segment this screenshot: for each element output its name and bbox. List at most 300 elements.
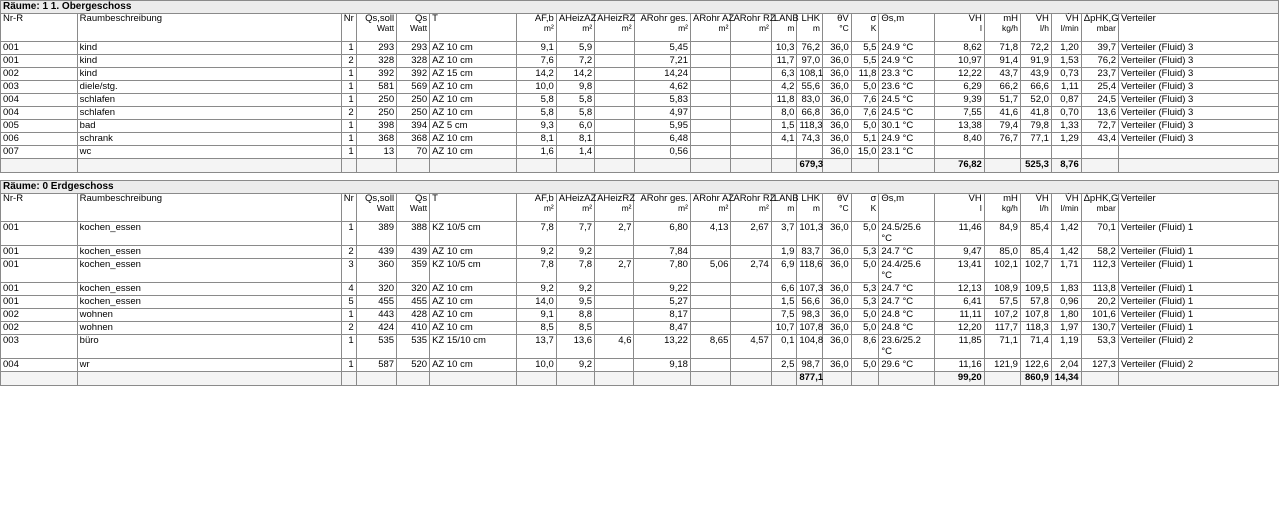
column-header-unit: Watt (376, 22, 395, 33)
column-header-label: σ (870, 193, 877, 204)
table-cell (595, 283, 634, 296)
column-header-label: Nr (343, 13, 354, 24)
column-header-unit: m (787, 22, 795, 33)
table-cell: 101,3 (797, 222, 823, 246)
table-cell (690, 68, 730, 81)
table-cell: 2 (341, 322, 356, 335)
totals-empty-cell (731, 372, 771, 386)
table-cell (731, 359, 771, 372)
totals-empty-cell (356, 372, 396, 386)
table-cell: 12,22 (934, 68, 984, 81)
column-header-unit: m² (758, 22, 769, 33)
table-cell: 569 (397, 81, 430, 94)
column-header (690, 193, 735, 222)
table-cell: 29.6 °C (879, 359, 934, 372)
table-cell: 520 (397, 359, 430, 372)
table-cell: 85,4 (1020, 222, 1051, 246)
column-header (517, 14, 556, 42)
table-cell: 57,8 (1020, 296, 1051, 309)
table-cell: 5,45 (634, 42, 690, 55)
section-spacer (0, 173, 1280, 180)
column-header-label: V̇H (1035, 193, 1049, 204)
table-cell: 23.6/25.2 °C (879, 335, 934, 359)
table-cell: 25,4 (1081, 81, 1118, 94)
column-header-unit: m² (582, 22, 593, 33)
table-cell: Verteiler (Fluid) 3 (1119, 133, 1279, 146)
table-cell: 79,8 (1021, 120, 1052, 133)
table-cell: 535 (356, 335, 396, 359)
table-cell: 66,6 (1021, 81, 1052, 94)
table-cell: 0,56 (634, 146, 690, 159)
table-cell: 36,0 (822, 309, 851, 322)
table-cell: 8,62 (934, 42, 984, 55)
column-header (430, 194, 517, 222)
totals-empty-cell (731, 159, 771, 173)
totals-empty-cell (771, 372, 797, 386)
column-header-label: ARohr RZ (733, 193, 776, 204)
table-cell: 121,9 (984, 359, 1020, 372)
column-header-unit: m² (543, 22, 554, 33)
table-cell: 439 (356, 246, 396, 259)
column-header (1020, 194, 1051, 222)
table-cell: 4,13 (690, 222, 730, 246)
table-cell: Verteiler (Fluid) 3 (1119, 55, 1279, 68)
column-header (984, 194, 1020, 222)
table-cell: 394 (397, 120, 430, 133)
table-cell: 1,71 (1051, 259, 1081, 283)
column-header (634, 194, 690, 222)
table-cell (690, 146, 730, 159)
table-row (1, 322, 1279, 335)
totals-empty-cell (851, 372, 879, 386)
table-cell: 1,6 (517, 146, 556, 159)
column-header (1, 14, 78, 42)
table-cell: 7,8 (517, 222, 556, 246)
totals-empty-cell (634, 159, 690, 173)
table-cell: 1 (341, 146, 356, 159)
table-cell: 6,48 (634, 133, 690, 146)
table-cell: 9,47 (934, 246, 984, 259)
table-cell: 11,8 (851, 68, 879, 81)
table-cell: 0,73 (1051, 68, 1081, 81)
table-cell: 5,1 (851, 133, 879, 146)
table-cell: AZ 10 cm (430, 246, 517, 259)
table-cell: 24.9 °C (879, 55, 934, 68)
table-cell (595, 42, 634, 55)
column-header (797, 14, 823, 42)
table-cell: schlafen (77, 94, 341, 107)
table-cell: 1 (341, 309, 356, 322)
table-cell: 006 (1, 133, 78, 146)
table-cell: 9,1 (517, 309, 556, 322)
table-row (1, 120, 1279, 133)
table-cell: AZ 10 cm (430, 296, 517, 309)
table-cell: 360 (356, 259, 396, 283)
table-cell (690, 55, 730, 68)
table-cell: wohnen (77, 309, 341, 322)
table-cell: 108,9 (984, 283, 1020, 296)
column-header-label: ARohr ges. (640, 13, 688, 24)
table-cell: 2,04 (1051, 359, 1081, 372)
column-header (731, 13, 776, 42)
table-cell: 1,11 (1051, 81, 1081, 94)
column-header (1051, 194, 1081, 222)
column-header-unit: °C (839, 202, 849, 213)
table-cell: 8,1 (517, 133, 556, 146)
table-cell: Verteiler (Fluid) 3 (1119, 68, 1279, 81)
table-cell: 392 (397, 68, 430, 81)
table-cell: 4,97 (634, 107, 690, 120)
table-cell: 0,1 (771, 335, 797, 359)
table-cell (595, 81, 634, 94)
table-cell: 97,0 (797, 55, 823, 68)
table-cell (595, 68, 634, 81)
column-header-label: AHeizRZ (597, 193, 636, 204)
table-cell: 23.6 °C (879, 81, 934, 94)
table-cell: 41,8 (1021, 107, 1052, 120)
table-cell: 1,33 (1051, 120, 1081, 133)
table-cell: Verteiler (Fluid) 1 (1118, 259, 1278, 283)
table-cell: 3,7 (771, 222, 797, 246)
table-cell: 36,0 (822, 94, 851, 107)
table-cell: 7,6 (851, 94, 879, 107)
table-cell: 1 (341, 68, 356, 81)
table-cell: 1,53 (1051, 55, 1081, 68)
table-cell (731, 133, 771, 146)
table-cell: 8,5 (556, 322, 594, 335)
table-cell: 24.9 °C (879, 42, 934, 55)
table-cell: Verteiler (Fluid) 3 (1119, 81, 1279, 94)
table-cell: kochen_essen (77, 222, 341, 246)
table-cell: 74,3 (797, 133, 823, 146)
table-cell: AZ 10 cm (430, 322, 517, 335)
table-cell: 388 (397, 222, 430, 246)
table-cell: 13 (356, 146, 396, 159)
table-cell: bad (77, 120, 341, 133)
table-cell: 4,62 (634, 81, 690, 94)
table-cell: 389 (356, 222, 396, 246)
table-cell: 24.8 °C (879, 322, 934, 335)
table-cell (1051, 146, 1081, 159)
table-cell: 328 (356, 55, 396, 68)
column-header (356, 194, 396, 222)
table-cell: 001 (1, 42, 78, 55)
table-cell: 1 (341, 81, 356, 94)
table-cell (690, 246, 730, 259)
column-header (1081, 14, 1118, 42)
section-table (0, 180, 1279, 386)
table-cell: 11,16 (934, 359, 984, 372)
section-title: Räume: 1 1. Obergeschoss (1, 1, 1279, 14)
column-header-label: AHeizRZ (597, 13, 636, 24)
table-cell: 5,8 (556, 107, 594, 120)
table-cell: 24.7 °C (879, 246, 934, 259)
column-header-label: LANB (773, 193, 799, 204)
table-cell: 5,0 (851, 359, 879, 372)
table-cell: 20,2 (1081, 296, 1118, 309)
column-header-label: V̇H (1065, 193, 1079, 204)
table-cell: 7,2 (556, 55, 594, 68)
table-cell: 36,0 (822, 322, 851, 335)
table-cell: 83,0 (797, 94, 823, 107)
table-cell: 250 (397, 94, 430, 107)
totals-empty-cell (1118, 372, 1278, 386)
column-header-unit: m (812, 22, 820, 33)
table-cell: kochen_essen (77, 296, 341, 309)
column-header-label: T (432, 193, 438, 204)
table-row (1, 68, 1279, 81)
table-cell: Verteiler (Fluid) 1 (1118, 222, 1278, 246)
table-cell: AZ 10 cm (430, 81, 517, 94)
column-header-unit: K (870, 22, 877, 33)
table-cell: 1,9 (771, 246, 797, 259)
table-cell: 13,6 (1081, 107, 1118, 120)
table-cell (1119, 146, 1279, 159)
column-header (77, 14, 341, 42)
table-cell: 293 (356, 42, 396, 55)
column-header-label: Θs,m (881, 13, 905, 24)
column-header-label: AHeizAZ (558, 13, 597, 24)
table-cell (595, 107, 634, 120)
table-cell: 0,96 (1051, 296, 1081, 309)
table-cell: 102,1 (984, 259, 1020, 283)
table-cell (1081, 146, 1118, 159)
table-cell: Verteiler (Fluid) 3 (1119, 42, 1279, 55)
table-cell: 113,8 (1081, 283, 1118, 296)
table-cell: 001 (1, 296, 78, 309)
table-cell: 98,3 (797, 309, 823, 322)
table-cell: 15,0 (851, 146, 879, 159)
table-cell: 8,47 (634, 322, 690, 335)
column-header (1118, 194, 1278, 222)
table-cell: 8,17 (634, 309, 690, 322)
table-cell: 3 (341, 259, 356, 283)
table-cell: 36,0 (822, 146, 851, 159)
column-header-label: AF,b (534, 193, 554, 204)
table-cell: KZ 10/5 cm (430, 259, 517, 283)
table-row (1, 246, 1279, 259)
table-cell (595, 55, 634, 68)
column-header (595, 194, 634, 222)
table-cell (595, 246, 634, 259)
table-cell: 5,95 (634, 120, 690, 133)
column-header-unit: m² (621, 202, 632, 213)
column-header (634, 14, 690, 42)
column-header-unit: °C (839, 22, 849, 33)
table-cell: KZ 10/5 cm (430, 222, 517, 246)
column-header-label: T (432, 13, 438, 24)
table-cell: 1 (341, 94, 356, 107)
table-cell: 107,8 (1020, 309, 1051, 322)
table-cell (690, 133, 730, 146)
table-cell: 1,83 (1051, 283, 1081, 296)
column-header-label: V̇H (1065, 13, 1079, 24)
table-cell: 9,2 (517, 283, 556, 296)
table-cell (731, 81, 771, 94)
table-cell: 53,3 (1081, 335, 1118, 359)
table-cell (690, 42, 730, 55)
table-cell: AZ 15 cm (430, 68, 517, 81)
table-cell: 428 (397, 309, 430, 322)
table-cell: 293 (397, 42, 430, 55)
table-cell: 8,0 (771, 107, 797, 120)
table-cell: 36,0 (822, 222, 851, 246)
table-cell: 5,0 (851, 259, 879, 283)
table-cell: 7,7 (556, 222, 594, 246)
table-row (1, 81, 1279, 94)
table-cell (731, 146, 771, 159)
column-header (851, 14, 879, 42)
table-cell: 1,5 (771, 296, 797, 309)
table-cell: 005 (1, 120, 78, 133)
table-cell: 0,70 (1051, 107, 1081, 120)
table-cell: 76,2 (797, 42, 823, 55)
totals-empty-cell (397, 159, 430, 173)
table-cell: 8,40 (934, 133, 984, 146)
totals-empty-cell (879, 159, 934, 173)
column-header (851, 194, 879, 222)
table-cell: 001 (1, 259, 78, 283)
table-row (1, 107, 1279, 120)
table-row (1, 222, 1279, 246)
table-cell: 5 (341, 296, 356, 309)
table-cell: 36,0 (822, 133, 851, 146)
table-cell: 10,0 (517, 81, 556, 94)
table-cell (595, 322, 634, 335)
column-header-label: Qs (414, 193, 428, 204)
table-cell: kind (77, 68, 341, 81)
column-header-unit: l/h (1039, 22, 1049, 33)
totals-empty-cell (1081, 159, 1118, 173)
table-cell: 107,2 (984, 309, 1020, 322)
table-cell: 43,7 (984, 68, 1020, 81)
totals-empty-cell (341, 159, 356, 173)
table-cell: 6,9 (771, 259, 797, 283)
column-header-unit: m² (678, 22, 688, 33)
column-header (1119, 14, 1279, 42)
table-cell: 52,0 (1021, 94, 1052, 107)
totals-empty-cell (634, 372, 690, 386)
table-cell: 5,5 (851, 42, 879, 55)
totals-empty-cell (341, 372, 356, 386)
column-header-unit: mbar (1096, 22, 1116, 33)
table-cell: AZ 10 cm (430, 94, 517, 107)
table-cell: 392 (356, 68, 396, 81)
table-cell (797, 146, 823, 159)
table-cell: 8,1 (556, 133, 594, 146)
column-header (517, 194, 556, 222)
table-cell: 6,41 (934, 296, 984, 309)
table-cell: Verteiler (Fluid) 1 (1118, 309, 1278, 322)
table-cell: 76,7 (984, 133, 1020, 146)
table-cell: 443 (356, 309, 396, 322)
table-cell (771, 146, 797, 159)
column-header (690, 13, 735, 42)
column-header-unit: l/min (1060, 22, 1079, 33)
column-header-unit: l/h (1039, 202, 1049, 213)
column-header-label: θV (837, 193, 849, 204)
table-row (1, 55, 1279, 68)
column-header-label: AF,b (534, 13, 554, 24)
table-cell: 70,1 (1081, 222, 1118, 246)
table-cell: 001 (1, 283, 78, 296)
column-header (595, 14, 634, 42)
table-cell: 4 (341, 283, 356, 296)
table-cell (984, 146, 1020, 159)
table-cell: 14,2 (517, 68, 556, 81)
table-cell: 250 (356, 107, 396, 120)
table-cell: 6,0 (556, 120, 594, 133)
totals-empty-cell (1119, 159, 1279, 173)
column-header (430, 14, 517, 42)
table-cell: 6,29 (934, 81, 984, 94)
totals-empty-cell (430, 159, 517, 173)
table-cell (1021, 146, 1052, 159)
table-cell: AZ 10 cm (430, 42, 517, 55)
table-cell (731, 246, 771, 259)
table-cell: 1,19 (1051, 335, 1081, 359)
column-header (1, 194, 78, 222)
table-cell: 79,4 (984, 120, 1020, 133)
table-cell: 5,8 (556, 94, 594, 107)
table-cell: 77,1 (1021, 133, 1052, 146)
table-cell: 127,3 (1081, 359, 1118, 372)
table-cell: 003 (1, 335, 78, 359)
table-cell: 104,8 (797, 335, 823, 359)
table-cell: 1 (341, 120, 356, 133)
table-cell: 1 (341, 133, 356, 146)
table-cell: 003 (1, 81, 78, 94)
totals-empty-cell (517, 159, 556, 173)
table-cell: 9,1 (517, 42, 556, 55)
table-cell: büro (77, 335, 341, 359)
table-cell: 98,7 (797, 359, 823, 372)
table-cell: 12,20 (934, 322, 984, 335)
table-cell: Verteiler (Fluid) 1 (1118, 246, 1278, 259)
table-cell: 107,3 (797, 283, 823, 296)
table-cell: 424 (356, 322, 396, 335)
table-row (1, 133, 1279, 146)
table-cell: 002 (1, 309, 78, 322)
total-vh-lh: 860,9 (1020, 372, 1051, 386)
table-cell: 41,6 (984, 107, 1020, 120)
table-cell (595, 133, 634, 146)
table-cell: Verteiler (Fluid) 2 (1118, 359, 1278, 372)
table-cell: 24.8 °C (879, 309, 934, 322)
total-vh-lmin: 8,76 (1051, 159, 1081, 173)
table-cell: schrank (77, 133, 341, 146)
table-cell: 0,87 (1051, 94, 1081, 107)
column-header-unit: m² (758, 202, 769, 213)
table-cell: 10,0 (517, 359, 556, 372)
totals-empty-cell (1, 372, 78, 386)
table-cell: 23.1 °C (879, 146, 934, 159)
table-cell: 001 (1, 222, 78, 246)
table-cell: 24.4/25.6 °C (879, 259, 934, 283)
table-cell: 51,7 (984, 94, 1020, 107)
table-cell: 5,83 (634, 94, 690, 107)
table-cell: 320 (397, 283, 430, 296)
table-cell: 250 (397, 107, 430, 120)
table-cell (731, 120, 771, 133)
table-cell: Verteiler (Fluid) 3 (1119, 120, 1279, 133)
table-cell (731, 296, 771, 309)
table-cell: 1,4 (556, 146, 594, 159)
table-cell: 587 (356, 359, 396, 372)
column-header (934, 14, 984, 42)
total-vh: 99,20 (934, 372, 984, 386)
column-header (356, 14, 396, 42)
